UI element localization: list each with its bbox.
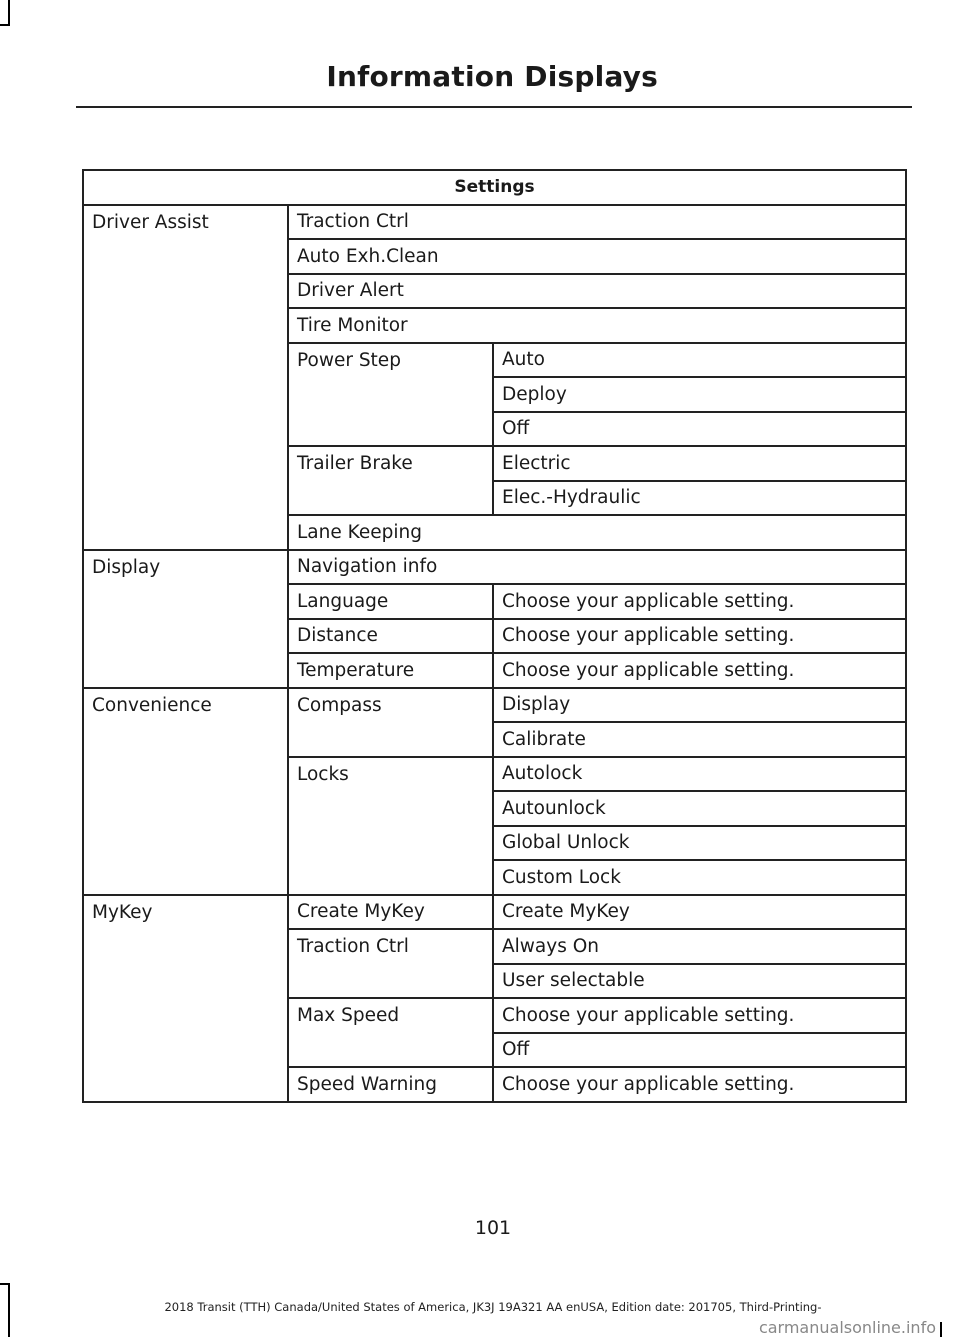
category-convenience: Convenience	[83, 688, 288, 895]
crop-mark-top-left	[8, 0, 10, 26]
settings-table	[82, 169, 907, 1103]
setting-option: Auto	[493, 343, 906, 378]
crop-mark-bottom-right	[940, 1322, 942, 1337]
setting-item: Temperature	[288, 653, 493, 688]
setting-option: Off	[493, 412, 906, 447]
setting-item: Locks	[288, 757, 493, 895]
setting-option: Choose your applicable setting.	[493, 619, 906, 654]
setting-option: Choose your applicable setting.	[493, 1067, 906, 1102]
setting-item: Traction Ctrl	[288, 205, 906, 240]
setting-option: Autounlock	[493, 791, 906, 826]
setting-item: Speed Warning	[288, 1067, 493, 1102]
setting-option: Choose your applicable setting.	[493, 653, 906, 688]
setting-item: Tire Monitor	[288, 308, 906, 343]
setting-option: Always On	[493, 929, 906, 964]
setting-option: Choose your applicable setting.	[493, 998, 906, 1033]
setting-item: Create MyKey	[288, 895, 493, 930]
setting-item: Traction Ctrl	[288, 929, 493, 998]
setting-item: Max Speed	[288, 998, 493, 1067]
setting-option: User selectable	[493, 964, 906, 999]
setting-option: Elec.-Hydraulic	[493, 481, 906, 516]
title-divider	[76, 106, 912, 108]
setting-option: Custom Lock	[493, 860, 906, 895]
setting-option: Off	[493, 1033, 906, 1068]
setting-item: Compass	[288, 688, 493, 757]
setting-option: Electric	[493, 446, 906, 481]
setting-option: Create MyKey	[493, 895, 906, 930]
setting-item: Driver Alert	[288, 274, 906, 309]
setting-item: Trailer Brake	[288, 446, 493, 515]
setting-option: Autolock	[493, 757, 906, 792]
setting-option: Deploy	[493, 377, 906, 412]
setting-item: Lane Keeping	[288, 515, 906, 550]
page-title: Information Displays	[326, 60, 658, 93]
setting-item: Language	[288, 584, 493, 619]
page-number: 101	[474, 1217, 512, 1239]
crop-mark-top-left-h	[0, 24, 10, 26]
crop-mark-bottom-left-h	[0, 1283, 10, 1285]
setting-option: Choose your applicable setting.	[493, 584, 906, 619]
setting-option: Calibrate	[493, 722, 906, 757]
watermark-text: carmanualsonline.info	[758, 1318, 936, 1337]
setting-option: Display	[493, 688, 906, 723]
category-mykey: MyKey	[83, 895, 288, 1102]
setting-item: Auto Exh.Clean	[288, 239, 906, 274]
table-title: Settings	[83, 170, 906, 205]
category-driver-assist: Driver Assist	[83, 205, 288, 550]
setting-option: Global Unlock	[493, 826, 906, 861]
setting-item: Power Step	[288, 343, 493, 447]
setting-item: Navigation info	[288, 550, 906, 585]
category-display: Display	[83, 550, 288, 688]
edition-footer: 2018 Transit (TTH) Canada/United States of America, JK3J 19A321 AA enUSA, Edition date: 201705, Third-Printing-	[164, 1300, 822, 1314]
setting-item: Distance	[288, 619, 493, 654]
